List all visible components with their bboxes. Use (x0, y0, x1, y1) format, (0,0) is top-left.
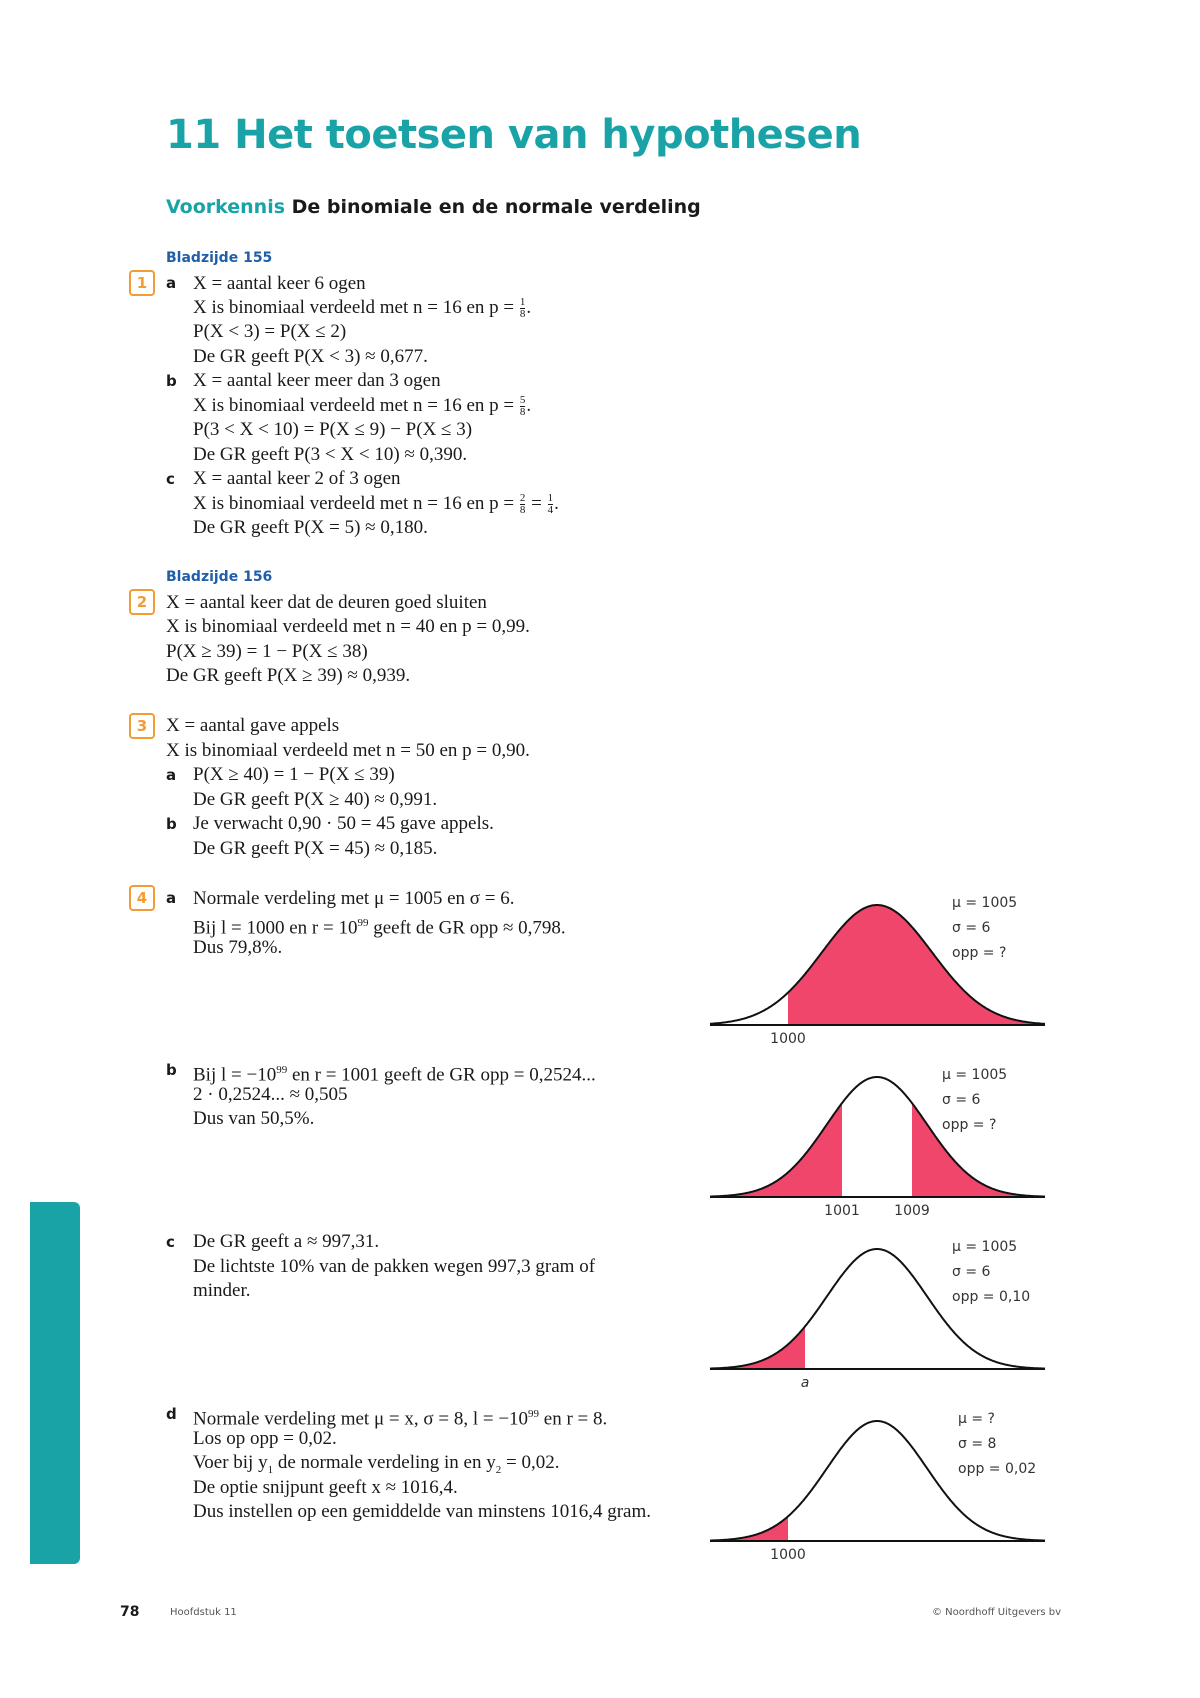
plot-label: opp = ? (942, 1117, 997, 1133)
fraction (548, 493, 554, 516)
text-line: Dus van 50,5%. (193, 1108, 315, 1129)
denominator: 4 (547, 504, 554, 517)
section-subtitle (166, 196, 701, 218)
text-span: en r = 1001 geeft de GR opp = 0,2524... (287, 1064, 596, 1086)
exponent: 99 (528, 1408, 540, 1420)
part-letter: a (166, 889, 177, 907)
text-line: De GR geeft P(3 < X < 10) ≈ 0,390. (193, 444, 468, 465)
part-letter: c (166, 1233, 175, 1251)
denominator: 8 (519, 308, 526, 321)
exponent: 99 (357, 917, 369, 929)
text-line: De GR geeft P(X < 3) ≈ 0,677. (193, 346, 428, 367)
text-line: De GR geeft a ≈ 997,31. (193, 1231, 380, 1252)
shaded-area (788, 905, 1045, 1025)
text-line: De GR geeft P(X ≥ 39) ≈ 0,939. (166, 665, 411, 686)
text-line: Je verwacht 0,90 · 50 = 45 gave appels. (193, 813, 494, 834)
tick-label: a (800, 1375, 810, 1391)
plot-label: μ = 1005 (942, 1067, 1008, 1083)
plot-label: μ = 1005 (952, 895, 1018, 911)
part-letter: a (166, 274, 177, 292)
exercise-number: 2 (129, 589, 155, 615)
text-line: minder. (193, 1280, 251, 1301)
fraction (520, 395, 526, 418)
page-number: 78 (120, 1604, 140, 1620)
denominator: 8 (519, 406, 526, 419)
text-line: Normale verdeling met μ = 1005 en σ = 6. (193, 888, 515, 909)
text-line: X = aantal keer 6 ogen (193, 273, 366, 294)
chapter-sidebar-tab (30, 1202, 80, 1564)
subtitle-accent: Voorkennis (166, 196, 286, 218)
text-span: en r = 8. (539, 1408, 608, 1430)
chapter-title: 11 Het toetsen van hypothesen (166, 112, 862, 158)
plot-label: μ = ? (958, 1411, 995, 1427)
shaded-area (710, 1103, 842, 1197)
subscript: 2 (495, 1463, 502, 1476)
text-span: X is binomiaal verdeeld met n = 16 en p = (193, 493, 515, 514)
exercise-number: 3 (129, 713, 155, 739)
text-span: Bij l = 1000 en r = 10 (193, 917, 358, 939)
text-line: X = aantal keer meer dan 3 ogen (193, 370, 441, 391)
footer-publisher: © Noordhoff Uitgevers bv (932, 1607, 1062, 1618)
bell-curve (710, 1249, 1045, 1369)
exercise-number: 1 (129, 270, 155, 296)
page-reference: Bladzijde 155 (166, 250, 273, 266)
text-line: De lichtste 10% van de pakken wegen 997,3 gram of (193, 1256, 596, 1277)
part-letter: d (166, 1405, 177, 1423)
normal-curve-figure (700, 1396, 1060, 1566)
denominator: 8 (519, 504, 526, 517)
text-line: Los op opp = 0,02. (193, 1428, 337, 1449)
text-line: De GR geeft P(X ≥ 40) ≈ 0,991. (193, 789, 438, 810)
subscript: 1 (267, 1463, 274, 1476)
tick-label: 1000 (770, 1031, 806, 1047)
tick-label: 1009 (894, 1203, 930, 1219)
normal-curve-figure (700, 880, 1060, 1050)
plot-label: μ = 1005 (952, 1239, 1018, 1255)
plot-label: σ = 8 (958, 1436, 997, 1452)
numerator: 5 (519, 394, 526, 407)
tick-label: 1000 (770, 1547, 806, 1563)
plot-label: σ = 6 (942, 1092, 981, 1108)
part-letter: a (166, 766, 177, 784)
text-span: Normale verdeling met μ = x, σ = 8, l = −10 (193, 1408, 529, 1430)
text-line: Dus instellen op een gemiddelde van minstens 1016,4 gram. (193, 1501, 652, 1522)
text-line: P(3 < X < 10) = P(X ≤ 9) − P(X ≤ 3) (193, 419, 473, 440)
part-letter: b (166, 372, 177, 390)
numerator: 1 (547, 492, 554, 505)
plot-label: σ = 6 (952, 1264, 991, 1280)
text-line: 2 · 0,2524... ≈ 0,505 (193, 1084, 348, 1105)
tick-label: 1001 (824, 1203, 860, 1219)
plot-label: σ = 6 (952, 920, 991, 936)
numerator: 1 (519, 296, 526, 309)
text-span: X is binomiaal verdeeld met n = 16 en p = (193, 297, 515, 318)
text-span: de normale verdeling in en y (273, 1452, 496, 1473)
normal-curve-figure (700, 1224, 1060, 1394)
plot-label: opp = 0,02 (958, 1461, 1037, 1477)
text-line: P(X ≥ 40) = 1 − P(X ≤ 39) (193, 764, 395, 785)
text-line: X is binomiaal verdeeld met n = 40 en p = 0,99. (166, 616, 530, 637)
fraction (520, 297, 526, 320)
text-line: P(X ≥ 39) = 1 − P(X ≤ 38) (166, 641, 368, 662)
text-line: De GR geeft P(X = 5) ≈ 0,180. (193, 517, 428, 538)
part-letter: c (166, 470, 175, 488)
numerator: 2 (519, 492, 526, 505)
text-line: X = aantal keer 2 of 3 ogen (193, 468, 401, 489)
text-span: geeft de GR opp ≈ 0,798. (368, 917, 566, 939)
fraction (520, 493, 526, 516)
text-line: X is binomiaal verdeeld met n = 16 en p = $\frac{2}{8}$ = $\frac{1}{4}$ . (193, 492, 559, 517)
footer-chapter: Hoofdstuk 11 (170, 1607, 237, 1618)
normal-curve-figure (700, 1052, 1060, 1222)
bell-curve (710, 1077, 1045, 1197)
plot-label: opp = 0,10 (952, 1289, 1031, 1305)
text-line: X = aantal keer dat de deuren goed sluiten (166, 592, 487, 613)
text-line: P(X < 3) = P(X ≤ 2) (193, 321, 347, 342)
page-reference: Bladzijde 156 (166, 569, 273, 585)
text-line: X is binomiaal verdeeld met n = 16 en p = $\frac{1}{8}$ . (193, 296, 532, 321)
text-span: Voer bij y (193, 1452, 268, 1473)
text-line: X is binomiaal verdeeld met n = 16 en p = $\frac{5}{8}$ . (193, 394, 532, 419)
text-line: X = aantal gave appels (166, 715, 340, 736)
exponent: 99 (276, 1064, 288, 1076)
exercise-number: 4 (129, 885, 155, 911)
text-line: De GR geeft P(X = 45) ≈ 0,185. (193, 838, 438, 859)
plot-label: opp = ? (952, 945, 1007, 961)
part-letter: b (166, 815, 177, 833)
subtitle-text: De binomiale en de normale verdeling (291, 196, 701, 218)
text-line: Dus 79,8%. (193, 937, 283, 958)
text-line: De optie snijpunt geeft x ≈ 1016,4. (193, 1477, 458, 1498)
text-span: X is binomiaal verdeeld met n = 16 en p = (193, 395, 515, 416)
text-line: X is binomiaal verdeeld met n = 50 en p = 0,90. (166, 740, 530, 761)
part-letter: b (166, 1061, 177, 1079)
text-span: Bij l = −10 (193, 1064, 277, 1086)
text-span: = 0,02. (501, 1452, 560, 1473)
